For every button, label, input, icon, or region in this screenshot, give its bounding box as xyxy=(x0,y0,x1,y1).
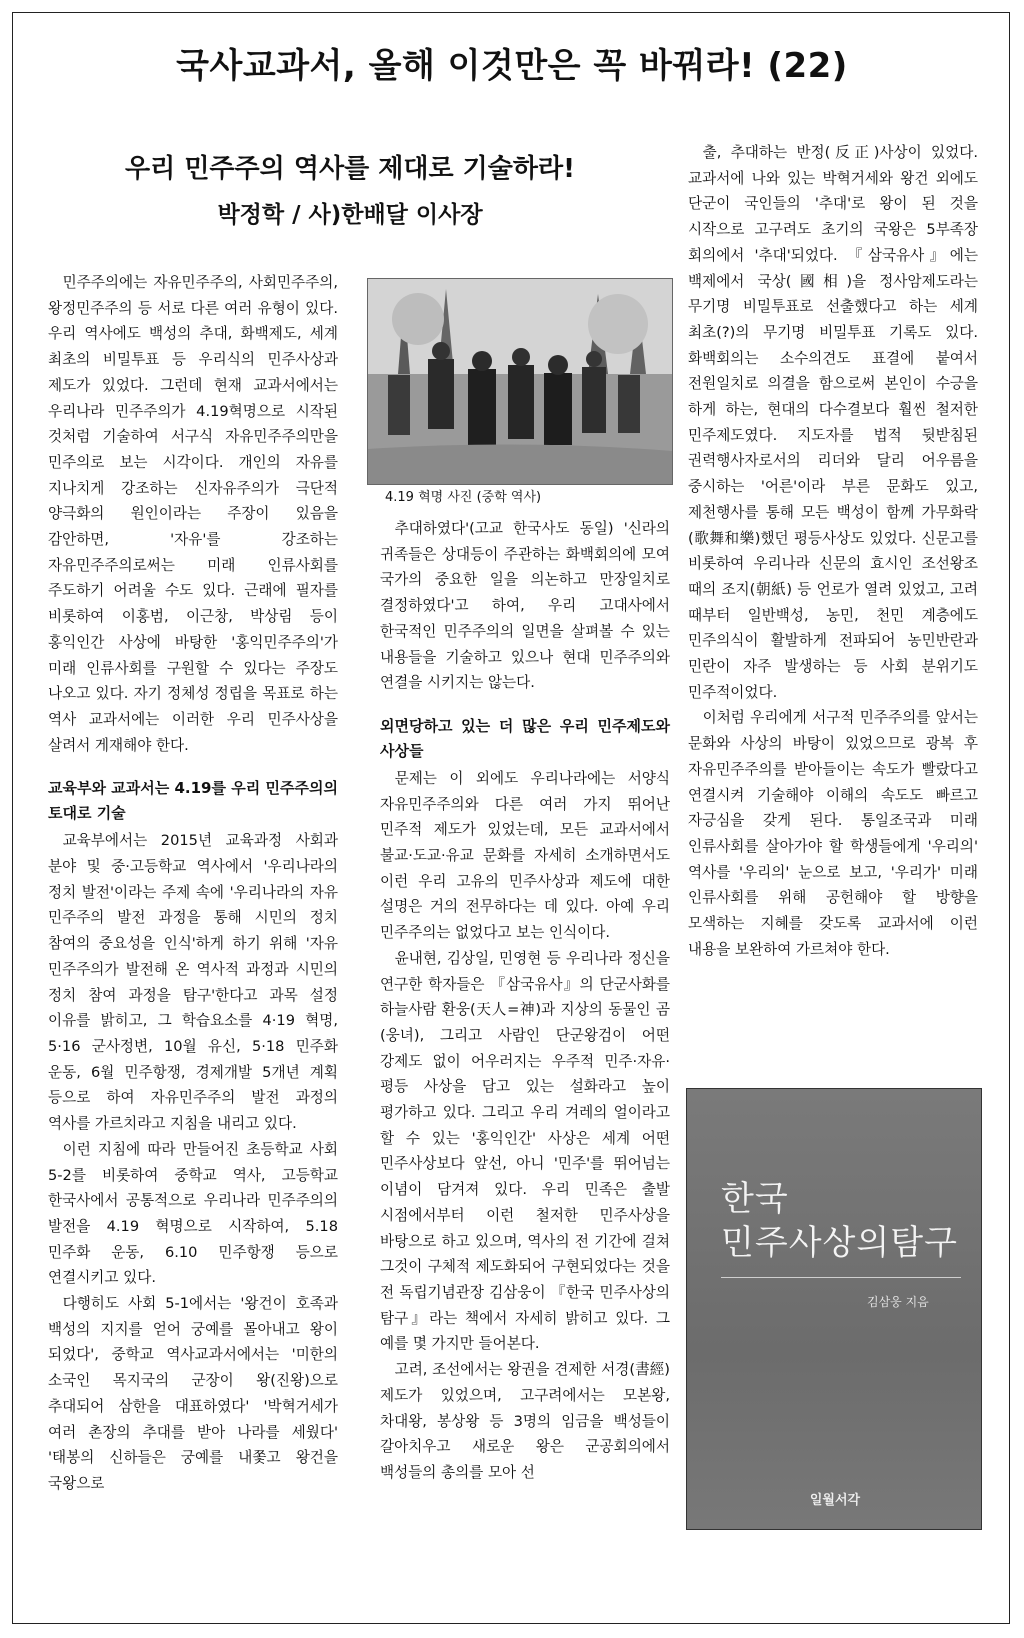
article-subtitle: 우리 민주주의 역사를 제대로 기술하라! xyxy=(125,154,575,184)
paragraph: 추대하였다'(고교 한국사도 동일) '신라의 귀족들은 상대등이 주관하는 화백회의에 모여 국가의 중요한 일을 의논하고 만장일치로 결정하였다'고 하여, 우리 고대사에서 한국적인 민주주의의 일면을 살펴볼 수 있는 내용들을 기술하고 있으나 현대 민주주의와 연결을 시키지는 않는다. xyxy=(380,520,670,692)
section-heading: 교육부와 교과서는 4.19를 우리 민주주의의 토대로 기술 xyxy=(48,779,338,823)
headline: 국사교과서, 올해 이것만은 꼭 바꿔라! (22) xyxy=(176,46,848,86)
book-title-line: 민주사상의탐구 xyxy=(721,1223,958,1263)
photo-caption: 4.19 혁명 사진 (중학 역사) xyxy=(385,490,542,505)
book-title xyxy=(721,1177,971,1265)
book-cover-image xyxy=(686,1088,982,1530)
paragraph: 이런 지침에 따라 만들어진 초등학교 사회 5-2를 비롯하여 중학교 역사, 고등학교 한국사에서 공통적으로 우리나라 민주주의의 발전을 4.19 혁명으로 시작하여, 5.18 민주화 운동, 6.10 민주항쟁 등으로 연결시키고 있다. xyxy=(48,1140,338,1287)
paragraph: 민주주의에는 자유민주주의, 사회민주주의, 왕정민주주의 등 서로 다른 여러 유형이 있다. 우리 역사에도 백성의 추대, 화백제도, 세계 최초의 비밀투표 등 우리식의 민주사상과 제도가 있었다. 그런데 현재 교과서에서는 우리나라 민주주의가 4.19혁명으로 시작된 것처럼 기술하여 서구식 자유민주주의만을 민주의로 보는 시각이다. 개인의 자유를 지나치게 강조하는 신자유주의가 극단적 양극화의 원인이라는 주장이 있음을 감안하면, '자유'를 강조하는 자유민주주의로써는 미래 인류사회를 주도하기 어려울 수도 있다. 근래에 필자를 비롯하여 이홍범, 이근창, 박상림 등이 홍익인간 사상에 바탕한 '홍익민주주의'가 미래 인류사회를 구원할 수 있다는 주장도 나오고 있다. 자기 정체성 정립을 목표로 하는 역사 교과서에는 이러한 우리 민주사상을 살려서 게재해야 한다. xyxy=(48,274,338,754)
book-publisher: 일월서각 xyxy=(809,1493,861,1508)
paragraph: 출, 추대하는 반정(反正)사상이 있었다. 교과서에 나와 있는 박혁거세와 왕건 외에도 단군이 국인들의 '추대'로 왕이 된 것을 시작으로 고구려도 초기의 국왕은 5부족장 회의에서 '추대'되었다. 『삼국유사』에는 백제에서 국상(國相)을 정사암제도라는 무기명 비밀투표로 선출했다고 하는 세계 최초(?)의 무기명 비밀투표 기록도 있다. 화백회의는 소수의견도 표결에 붙여서 전원일치로 의결을 함으로써 본인이 수긍을 하게 하는, 현대의 다수결보다 훨씬 철저한 민주제도였다. 지도자를 법적 뒷받침된 권력행사자로서의 리더와 달리 어우름을 중시하는 '어른'이라 부른 문화도 있고, 제천행사를 통해 모든 백성이 함께 가무화락(歌舞和樂)했던 평등사상도 있었다. 신문고를 비롯하여 우리나라 신문의 효시인 조선왕조 때의 조지(朝紙) 등 언로가 열려 있었고, 고려 때부터 일반백성, 농민, 천민 계층에도 민주의식이 활발하게 전파되어 농민반란과 민란이 자주 발생하는 등 사회 분위기도 민주적이었다. xyxy=(688,144,978,701)
paragraph: 다행히도 사회 5-1에서는 '왕건이 호족과 백성의 지지를 얻어 궁예를 몰아내고 왕이 되었다', 중학교 역사교과서에서는 '미한의 소국인 목지국의 군장이 왕(진왕)으로 추대되어 삼한을 대표하였다' '박혁거세가 여러 촌장의 추대를 받아 나라를 세웠다' '태봉의 신하들은 궁예를 내쫓고 왕건을 국왕으로 xyxy=(48,1295,338,1492)
article-column-3 xyxy=(688,140,978,958)
article-column-2 xyxy=(380,516,670,1616)
book-divider xyxy=(721,1277,961,1278)
paragraph: 교육부에서는 2015년 교육과정 사회과 분야 및 중·고등학교 역사에서 '우리나라의 정치 발전'이라는 주제 속에 '우리나라의 자유 민주주의 발전 과정을 통해 시민의 정치 참여의 중요성을 인식'하게 하기 위해 '자유 민주주의가 발전해 온 역사적 과정과 시민의 정치 참여 과정을 탐구'한다고 과목 설정 이유를 밝히고, 그 학습요소를 4·19 혁명, 5·16 군사정변, 10월 유신, 5·18 민주화 운동, 6월 민주항쟁, 경제개발 5개년 계획 등으로 하여 자유민주주의 발전 과정의 역사를 가르치라고 지침을 내리고 있다. xyxy=(48,832,338,1133)
paragraph: 문제는 이 외에도 우리나라에는 서양식 자유민주주의와 다른 여러 가지 뛰어난 민주적 제도가 있었는데, 모든 교과서에서 불교·도교·유교 문화를 자세히 소개하면서도 이런 우리 고유의 민주사상과 제도에 대한 설명은 거의 전무하다는 데 있다. 아예 우리 민주주의는 없었다고 보는 인식이다. xyxy=(380,769,670,942)
paragraph: 고려, 조선에서는 왕권을 견제한 서경(書經)제도가 있었으며, 고구려에서는 모본왕, 차대왕, 봉상왕 등 3명의 임금을 백성들이 갈아치우고 새로운 왕은 군공회의에서 백성들의 총의를 모아 선 xyxy=(380,1361,670,1481)
book-author: 김삼웅 지음 xyxy=(867,1295,929,1309)
april-19-revolution-photo xyxy=(367,278,673,485)
byline: 박정학 / 사)한배달 이사장 xyxy=(217,202,483,228)
book-title-line: 한국 xyxy=(721,1179,789,1219)
section-heading: 외면당하고 있는 더 많은 우리 민주제도와 사상들 xyxy=(380,716,670,760)
paragraph: 윤내현, 김상일, 민영현 등 우리나라 정신을 연구한 학자들은 『삼국유사』의 단군사화를 하늘사람 환웅(天人=神)과 지상의 동물인 곰(웅녀), 그리고 사람인 단군왕검이 어떤 강제도 없이 어우러지는 우주적 민주·자유·평등 사상을 담고 있는 설화라고 높이 평가하고 있다. 그리고 우리 겨레의 얼이라고 할 수 있는 '홍익인간' 사상은 세계 어떤 민주사상보다 앞선, 아니 '민주'를 뛰어넘는 이념이 담겨져 있다. 우리 민족은 출발 시점에서부터 이런 철저한 민주사상을 바탕으로 하고 있으며, 역사의 전 기간에 걸쳐 그것이 구체적 제도화되어 구현되었다는 것을 전 독립기념관장 김삼웅이 『한국 민주사상의 탐구』라는 책에서 자세히 밝히고 있다. 그 예를 몇 가지만 들어본다. xyxy=(380,949,670,1353)
article-column-1 xyxy=(48,270,338,1618)
paragraph: 이처럼 우리에게 서구적 민주주의를 앞서는 문화와 사상의 바탕이 있었으므로 광복 후 자유민주주의를 받아들이는 속도가 빨랐다고 연결시켜 기술해야 이해의 속도도 빠르고 자긍심을 갖게 된다. 통일조국과 미래 인류사회를 살아가야 할 학생들에게 '우리의' 역사를 '우리의' 눈으로 보고, '우리가' 미래 인류사회를 위해 공헌해야 할 방향을 모색하는 지혜를 갖도록 교과서에 이런 내용을 보완하여 가르쳐야 한다. xyxy=(688,709,978,958)
